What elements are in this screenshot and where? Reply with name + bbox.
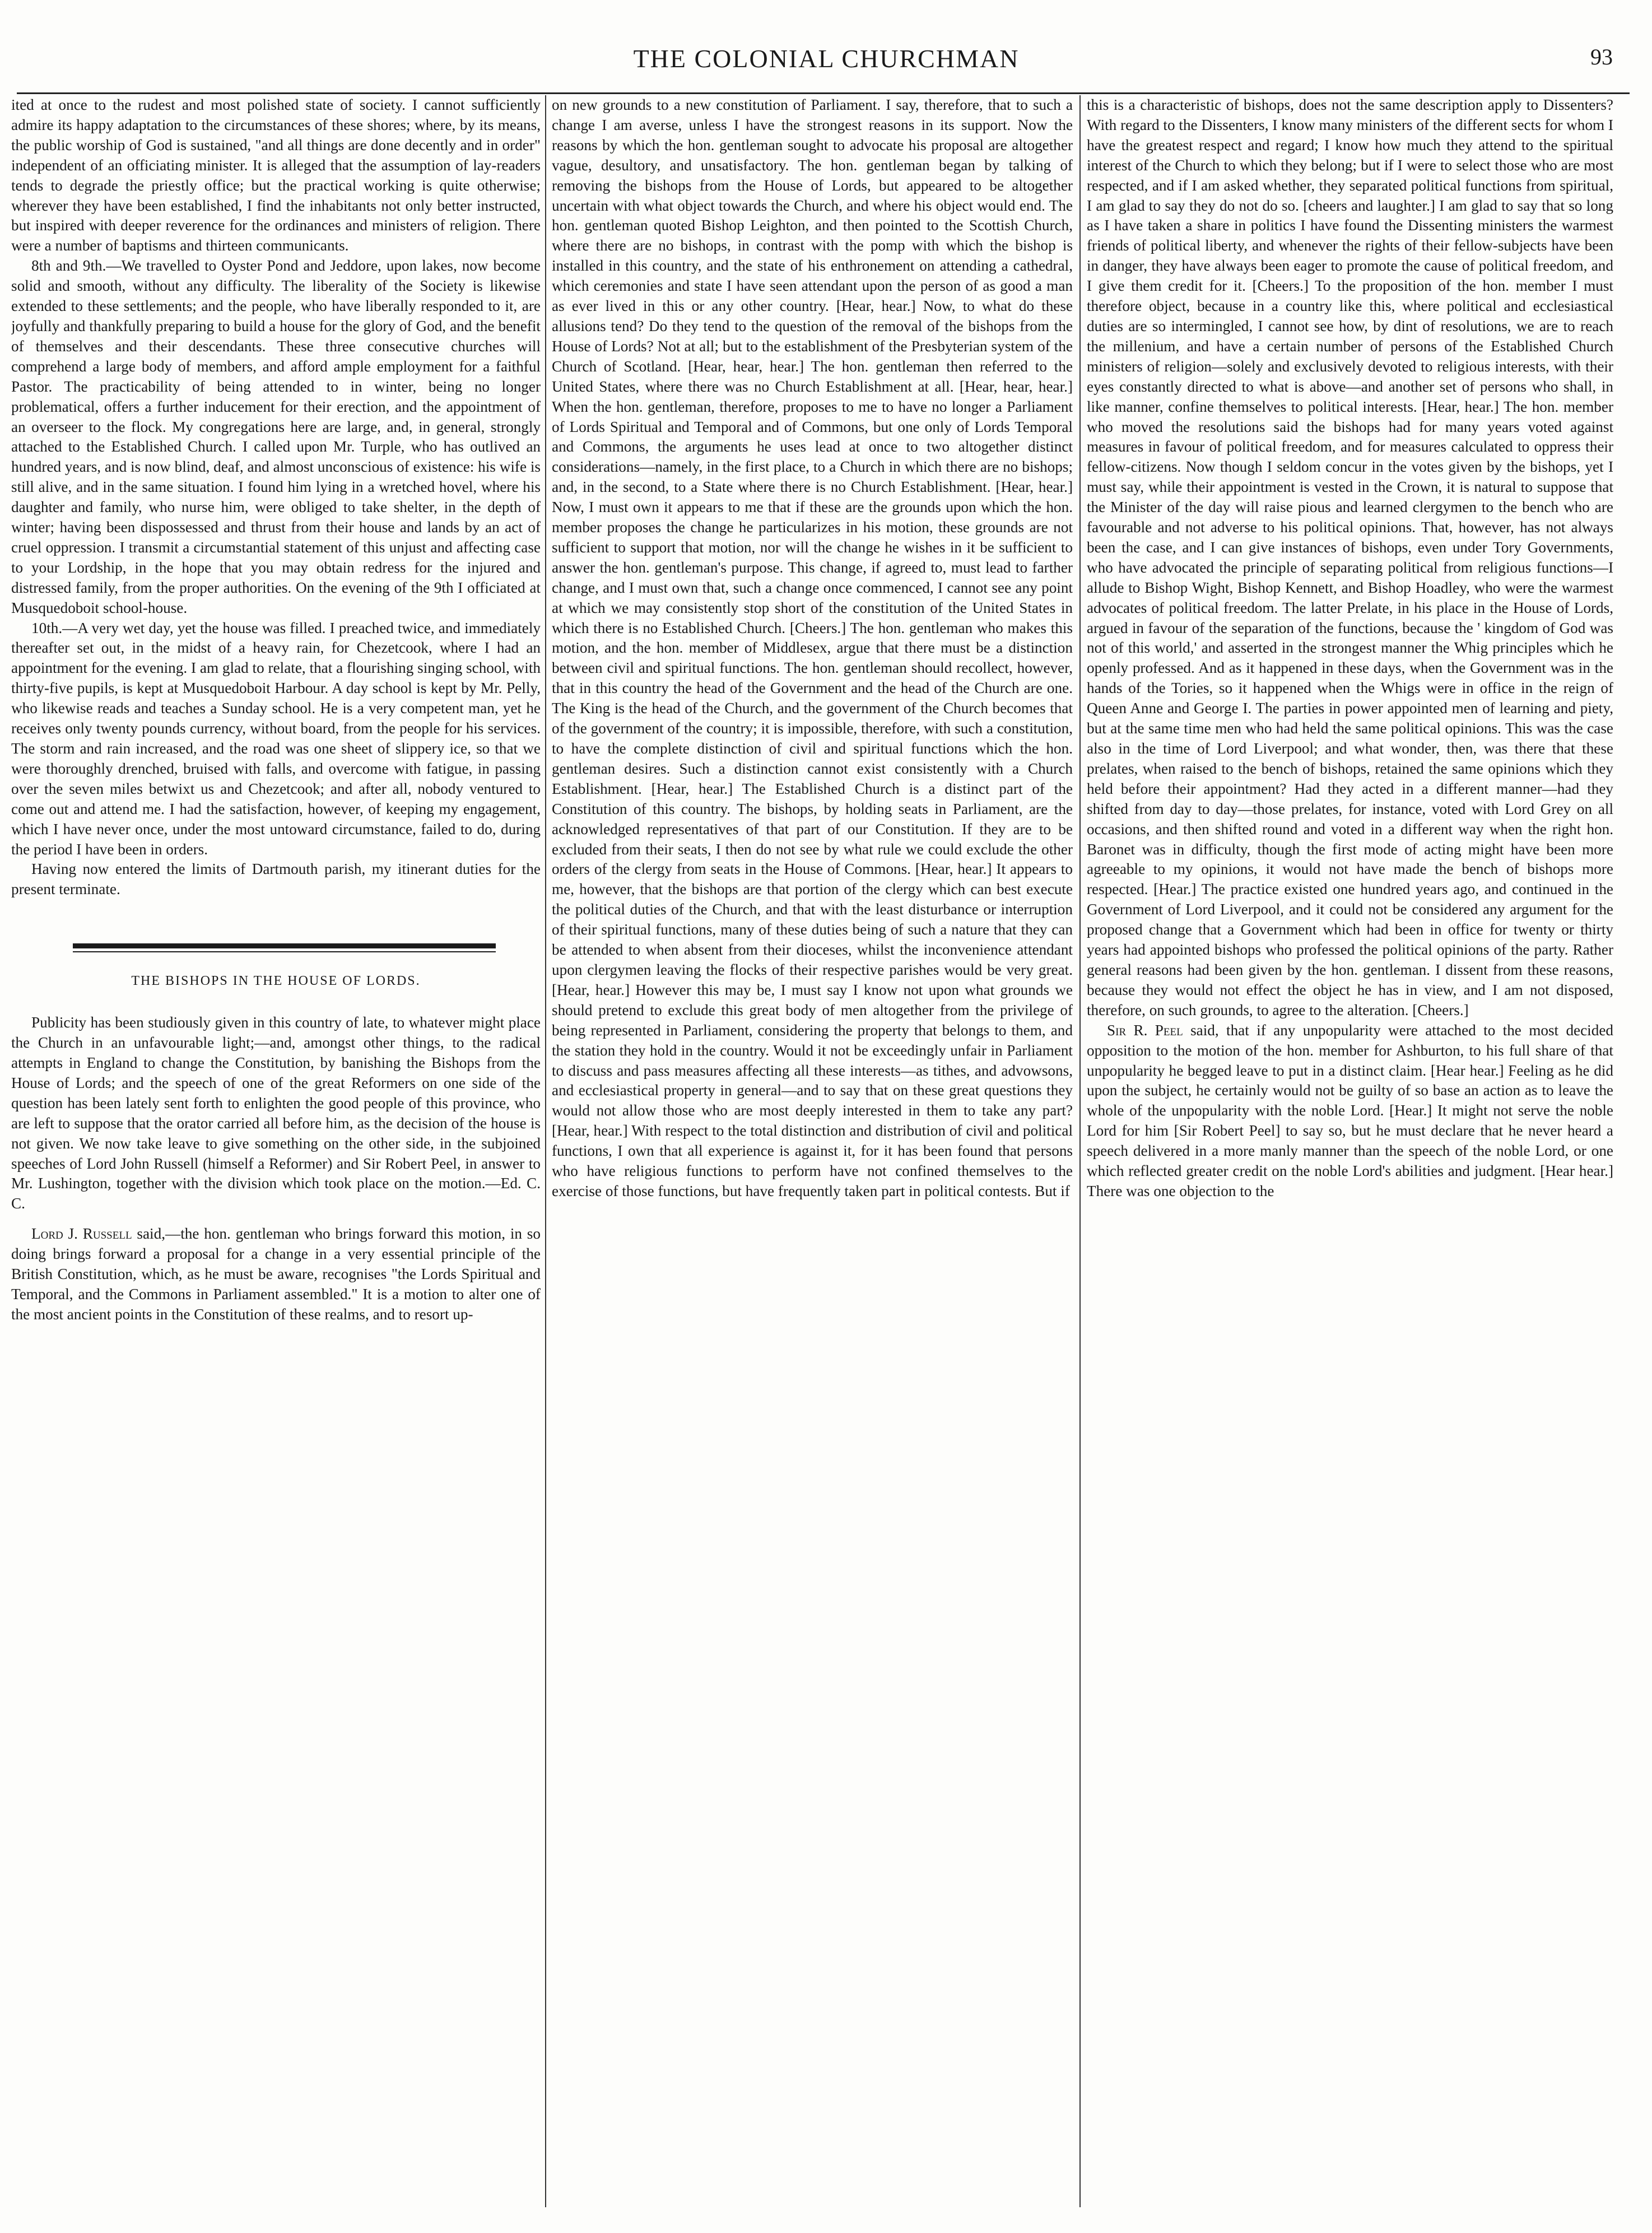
section-heading: THE BISHOPS IN THE HOUSE OF LORDS. — [131, 974, 421, 989]
header-rule — [17, 92, 1630, 94]
speaker-name: Lord J. Russell — [31, 1225, 132, 1243]
paragraph: Having now entered the limits of Dartmouth parish, my itinerant duties for the present terminate. — [11, 860, 541, 898]
column-divider — [1079, 95, 1081, 2207]
page-title: THE COLONIAL CHURCHMAN — [633, 44, 1020, 73]
paragraph: ited at once to the rudest and most polished state of society. I cannot sufficiently admire its happy adaptation to the circumstances of these shores; where, by its means, the public worship of God is sustained, "and all things are done decently and in order" independent of an officiating minister. It is alleged that the assumption of lay-readers tends to degrade the priestly office; but the practical working is quite otherwise; wherever they have been established, I find the inhabitants not only better instructed, but inspired with deeper reverence for the ordinances and ministers of religion. There were a number of baptisms and thirteen communicants. — [11, 96, 541, 254]
column-divider — [545, 95, 546, 2207]
running-head — [0, 34, 1652, 84]
paragraph: this is a characteristic of bishops, does not the same description apply to Dissenters? With regard to the Dissenters, I know many ministers of the different sects for whom I have the greatest respect and regard; I know how much they attend to the spiritual interest of the Church to which they belong; but if I were to select those who are most respected, and if I am asked whether, they separated political functions from spiritual, I am glad to say they do not do so. [cheers and laughter.] I am glad to say that so long as I have taken a share in politics I have found the Dissenting ministers the warmest friends of political liberty, and whenever the rights of their fellow-subjects have been in danger, they have always been eager to promote the cause of political freedom, and I give them credit for it. [Cheers.] To the proposition of the hon. member I must therefore object, because in a country like this, where political and ecclesiastical duties are so intermingled, I cannot see how, by dint of resolutions, we are to reach the millenium, and have a certain number of persons of the Established Church ministers of religion—solely and exclusively devoted to religious interests, with their eyes constantly directed to what is above—and another set of persons who shall, in like manner, confine themselves to political interests. [Hear, hear.] The hon. member who moved the resolutions said the bishops had for many years voted against measures in favour of political freedom, and for measures calculated to oppress their fellow-citizens. Now though I seldom concur in the votes given by the bishops, yet I must say, while their appointment is vested in the Crown, it is natural to suppose that the Minister of the day will raise pious and learned clergymen to the bench who are favourable and not adverse to his political opinions. That, however, has not always been the case, and I can give instances of bishops, even under Tory Governments, who have advocated the principle of separating political from religious functions—I allude to Bishop Wight, Bishop Kennett, and Bishop Hoadley, who were the warmest advocates of political freedom. The latter Prelate, in his place in the House of Lords, argued in favour of the separation of the functions, because the ' kingdom of God was not of this world,' and asserted in the strongest manner the Whig principles which he openly professed. And as it happened in these days, when the Government was in the hands of the Tories, so it happened when the Whigs were in office in the reign of Queen Anne and George I. The parties in power appointed men of learning and piety, but at the same time men who had held the same political opinions. This was the case also in the time of Lord Liverpool; and what wonder, then, was there that these prelates, when raised to the bench of bishops, retained the same opinions which they held before their appointment? Had they acted in a different manner—had they shifted from day to day—those prelates, for instance, voted with Lord Grey on all occasions, and then shifted round and voted in a different way when the right hon. Baronet was in difficulty, though the first mode of acting might have been more agreeable to my opinions, it would not have made the bench of bishops more respected. [Hear.] The practice existed one hundred years ago, and continued in the Government of Lord Liverpool, and it could not be considered any argument for the proposed change that a Government which had been in office for twenty or thirty years had appointed bishops who professed the political opinions of the party. Rather general reasons had been given by the hon. gentleman. I dissent from these reasons, because they would not effect the object he has in view, and I am not disposed, therefore, on such grounds, to agree to the alteration. [Cheers.] — [1087, 96, 1613, 1018]
speech-text: said,—the hon. gentleman who brings forward this motion, in so doing brings forward a proposal for a change in a very essential principle of the British Constitution, which, as he must be aware, recognises "the Lords Spiritual and Temporal, and the Commons in Parliament assembled." It is a motion to alter one of the most ancient points in the Constitution of these realms, and to resort up- — [11, 1225, 541, 1323]
paragraph: 8th and 9th.—We travelled to Oyster Pond and Jeddore, upon lakes, now become solid and smooth, without any difficulty. The liberality of the Society is likewise extended to these settlements; and the people, who have liberally responded to it, are joyfully and thankfully preparing to build a house for the glory of God, and the benefit of themselves and their descendants. These three consecutive churches will comprehend a large body of members, and afford ample employment for a faithful Pastor. The practicability of being attended to in winter, being no longer problematical, offers a further inducement for their erection, and the appointment of an overseer to the flock. My congregations here are large, and, in general, strongly attached to the Established Church. I called upon Mr. Turple, who has outlived an hundred years, and is now blind, deaf, and almost unconscious of existence: his wife is still alive, and in the same situation. I found him lying in a wretched hovel, where his daughter and family, who nurse him, were obliged to take shelter, in the depth of winter; having been dispossessed and thrust from their house and lands by an act of cruel oppression. I transmit a circumstantial statement of this unjust and affecting case to your Lordship, in the hope that you may obtain redress for the injured and distressed family, from the proper authorities. On the evening of the 9th I officiated at Musquedoboit school-house. — [11, 257, 541, 616]
page-number: 93 — [1590, 44, 1613, 69]
column-middle — [552, 95, 1073, 2213]
speech-text: said, that if any unpopularity were attached to the most decided opposition to the motion of the hon. member for Ashburton, to his full share of that unpopularity he begged leave to put in a distinct claim. [Hear hear.] Feeling as he did upon the subject, he certainly would not be guilty of so base an action as to leave the whole of the unpopularity with the noble Lord. [Hear.] It might not serve the noble Lord for him [Sir Robert Peel] to say so, but he must declare that he never heard a speech delivered in a more manly manner than the speech of the noble Lord, or one which reflected greater credit on the noble Lord's abilities and judgment. [Hear hear.] There was one objection to the — [1087, 1021, 1613, 1199]
column-left — [11, 95, 541, 2213]
section-rule — [73, 943, 496, 952]
column-right — [1087, 95, 1613, 2213]
paragraph: on new grounds to a new constitution of Parliament. I say, therefore, that to such a change I am averse, unless I have the strongest reasons in its support. Now the reasons by which the hon. gentleman sought to advocate his proposal are altogether vague, desultory, and unsatisfactory. The hon. gentleman began by talking of removing the bishops from the House of Lords, but appeared to be altogether uncertain with what object towards the Church, and where his object would end. The hon. gentleman quoted Bishop Leighton, and then pointed to the Scottish Church, where there are no bishops, in contrast with the pomp with which the bishop is installed in this country, and the state of his enthronement on attending a cathedral, which ceremonies and state I have seen attendant upon the person of as good a man as ever lived in this or any other country. [Hear, hear.] Now, to what do these allusions tend? Do they tend to the question of the removal of the bishops from the House of Lords? Not at all; but to the establishment of the Presbyterian system of the Church of Scotland. [Hear, hear, hear.] The hon. gentleman then referred to the United States, where there was no Church Establishment at all. [Hear, hear, hear.] When the hon. gentleman, therefore, proposes to me to have no longer a Parliament of Lords Spiritual and Temporal and of Commons, but one only of Lords Temporal and Commons, the arguments he uses lead at once to two altogether distinct considerations—namely, in the first place, to a Church in which there are no bishops; and, in the second, to a State where there is no Church Establishment. [Hear, hear.] Now, I must own it appears to me that if these are the grounds upon which the hon. member proposes the change he particularizes in his motion, these grounds are not sufficient to support that motion, nor will the change he wishes in it be sufficient to answer the hon. gentleman's purpose. This change, if agreed to, must lead to farther change, and I must own that, such a change once commenced, I cannot see any point at which we may consistently stop short of the constitution of the United States in which there is no Established Church. [Cheers.] The hon. gentleman who makes this motion, and the hon. member of Middlesex, argue that there must be a distinction between civil and spiritual functions. The hon. gentleman should recollect, however, that in this country the head of the Government and the head of the Church are one. The King is the head of the Church, and the government of the Church becomes that of the government of the country; it is impossible, therefore, with such a constitution, to have the complete distinction of civil and spiritual functions which the hon. gentleman desires. Such a distinction cannot exist consistently with a Church Establishment. [Hear, hear.] The Established Church is a distinct part of the Constitution of this country. The bishops, by holding seats in Parliament, are the acknowledged representatives of that part of our Constitution. If they are to be excluded from their seats, I then do not see by what rule we could exclude the other orders of the clergy from seats in the House of Commons. [Hear, hear.] It appears to me, however, that the bishops are that portion of the clergy which can best execute the political duties of the Church, and that with the least disturbance or interruption of their spiritual functions, many of these duties being of such a nature that they can be attended to when absent from their dioceses, whilst the inconvenience attendant upon clergymen leaving the flocks of their respective parishes would be very great. [Hear, hear.] However this may be, I must say I know not upon what grounds we should pretend to exclude this great body of men altogether from the privilege of being represented in Parliament, considering the property that belongs to them, and the station they hold in the country. Would it not be exceedingly unfair in Parliament to discuss and pass measures affecting all these interests—as tithes, and advowsons, and ecclesiastical property in general—and to say that on these great questions they would not allow those who are most deeply interested in them to take any part? [Hear, hear.] With respect to the total distinction and distribution of civil and political functions, I own that all experience is against it, for it has been found that persons who have religious functions to perform have not confined themselves to the exercise of those functions, but have frequently taken part in political contests. But if — [552, 96, 1073, 1199]
speech-paragraph — [11, 1224, 541, 1325]
paragraph: 10th.—A very wet day, yet the house was filled. I preached twice, and immediately thereafter set out, in the midst of a heavy rain, for Chezetcook, where I had an appointment for the evening. I am glad to relate, that a flourishing singing school, with thirty-five pupils, is kept at Musquedoboit Harbour. A day school is kept by Mr. Pelly, who likewise reads and teaches a Sunday school. He is a very competent man, yet he receives only twenty pounds currency, without board, from the people for his services. The storm and rain increased, and the road was one sheet of slippery ice, so that we were thoroughly drenched, bruised with falls, and overcome with fatigue, in passing over the seven miles betwixt us and Chezetcook; and after all, nobody ventured to come out and attend me. I had the satisfaction, however, of keeping my engagement, which I have never once, under the most untoward circumstance, failed to do, during the period I have been in orders. — [11, 619, 541, 858]
paragraph: Publicity has been studiously given in this country of late, to whatever might place the Church in an unfavourable light;—and, amongst other things, to the radical attempts in England to change the Constitution, by banishing the Bishops from the House of Lords; and the speech of one of the great Reformers on one side of the question has been lately sent forth to enlighten the good people of this province, who are left to suppose that the orator carried all before him, as the decision of the house is not given. We now take leave to give something on the other side, in the subjoined speeches of Lord John Russell (himself a Reformer) and Sir Robert Peel, in answer to Mr. Lushington, together with the division which took place on the motion.—Ed. C. C. — [11, 1014, 541, 1212]
speech-paragraph — [1087, 1021, 1613, 1202]
speaker-name: Sir R. Peel — [1107, 1021, 1183, 1039]
